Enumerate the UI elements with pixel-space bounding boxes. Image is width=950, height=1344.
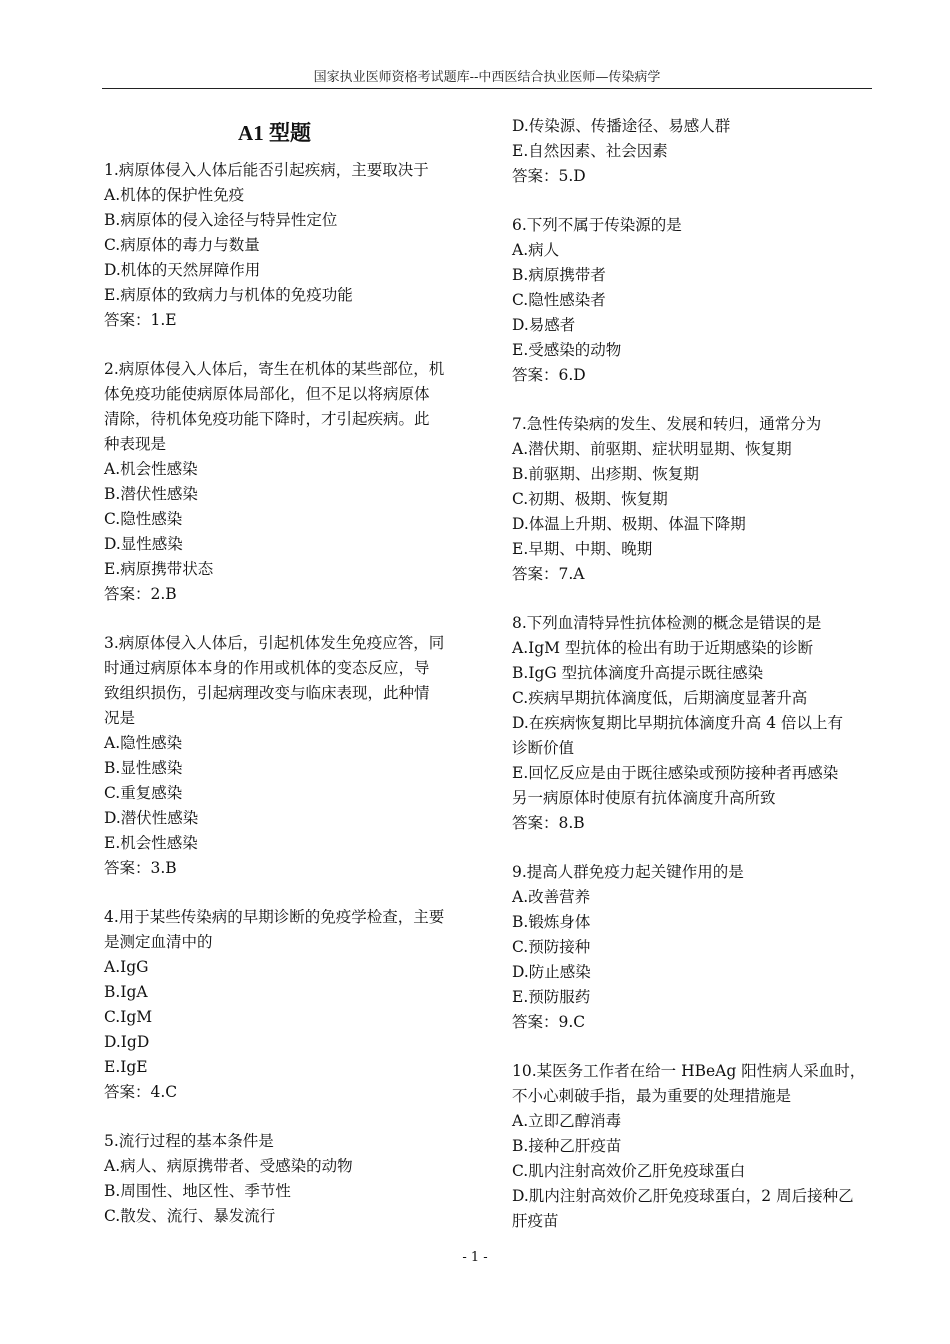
question-line: 答案：7.A (512, 565, 585, 583)
question-line: 7.急性传染病的发生、发展和转归，通常分为 (512, 415, 822, 433)
question-line: D.防止感染 (512, 963, 591, 981)
question-line: 5.流行过程的基本条件是 (104, 1132, 274, 1150)
question-line: 诊断价值 (512, 739, 575, 757)
question-line: E.回忆反应是由于既往感染或预防接种者再感染 (512, 764, 839, 782)
question-line: 3.病原体侵入人体后，引起机体发生免疫应答，同 (104, 634, 445, 652)
right-column (512, 114, 877, 1234)
left-column (104, 114, 469, 1229)
question-line: E.早期、中期、晚期 (512, 540, 653, 558)
question-line: D.IgD (104, 1033, 150, 1051)
question-line: 时通过病原体本身的作用或机体的变态反应，导 (104, 659, 430, 677)
question-block (104, 158, 469, 333)
question-line: E.预防服药 (512, 988, 591, 1006)
question-line: C.隐性感染者 (512, 291, 606, 309)
question-line: A.立即乙醇消毒 (512, 1112, 622, 1130)
question-line: 清除，待机体免疫功能下降时，才引起疾病。此 (104, 410, 430, 428)
question-line: E.IgE (104, 1058, 148, 1076)
question-line: B.潜伏性感染 (104, 485, 198, 503)
question-block (512, 412, 877, 587)
question-block (104, 357, 469, 607)
question-line: C.预防接种 (512, 938, 591, 956)
question-line: D.体温上升期、极期、体温下降期 (512, 515, 746, 533)
question-line: 答案：6.D (512, 366, 586, 384)
question-line: D.潜伏性感染 (104, 809, 199, 827)
question-line: 肝疫苗 (512, 1212, 559, 1230)
question-line: 答案：1.E (104, 311, 177, 329)
running-header: 国家执业医师资格考试题库--中西医结合执业医师—传染病学 (313, 70, 661, 85)
question-block (512, 611, 877, 836)
question-spacer (104, 1105, 469, 1129)
question-block (512, 213, 877, 388)
question-line: 另一病原体时使原有抗体滴度升高所致 (512, 789, 776, 807)
question-line: E.病原体的致病力与机体的免疫功能 (104, 286, 353, 304)
question-line: A.病人、病原携带者、受感染的动物 (104, 1157, 353, 1175)
question-spacer (512, 587, 877, 611)
question-spacer (512, 836, 877, 860)
question-line: B.病原携带者 (512, 266, 606, 284)
question-line: E.机会性感染 (104, 834, 198, 852)
question-block (104, 1129, 469, 1229)
question-line: C.疾病早期抗体滴度低，后期滴度显著升高 (512, 689, 808, 707)
question-line: D.肌内注射高效价乙肝免疫球蛋白，2 周后接种乙 (512, 1187, 854, 1205)
question-spacer (104, 607, 469, 631)
question-line: A.机会性感染 (104, 460, 198, 478)
question-line: E.受感染的动物 (512, 341, 622, 359)
question-line: C.病原体的毒力与数量 (104, 236, 260, 254)
question-line: A.机体的保护性免疫 (104, 186, 245, 204)
question-line: B.病原体的侵入途径与特异性定位 (104, 211, 338, 229)
question-line: 答案：3.B (104, 859, 177, 877)
question-line: 答案：4.C (104, 1083, 178, 1101)
question-line: D.机体的天然屏障作用 (104, 261, 261, 279)
question-line: B.IgG 型抗体滴度升高提示既往感染 (512, 664, 764, 682)
question-line: B.接种乙肝疫苗 (512, 1137, 622, 1155)
question-line: E.病原携带状态 (104, 560, 214, 578)
question-line: 是测定血清中的 (104, 933, 213, 951)
question-line: B.显性感染 (104, 759, 183, 777)
question-line: D.传染源、传播途径、易感人群 (512, 117, 731, 135)
page-number: - 1 - (462, 1250, 488, 1265)
question-line: A.改善营养 (512, 888, 591, 906)
question-line: 4.用于某些传染病的早期诊断的免疫学检查，主要 (104, 908, 445, 926)
question-block (512, 1059, 877, 1234)
question-line: 体免疫功能使病原体局部化，但不足以将病原体 (104, 385, 430, 403)
question-line: 种表现是 (104, 435, 167, 453)
question-block (104, 905, 469, 1105)
question-line: C.IgM (104, 1008, 153, 1026)
question-block (104, 631, 469, 881)
question-line: 答案：5.D (512, 167, 586, 185)
question-line: 6.下列不属于传染源的是 (512, 216, 682, 234)
question-spacer (104, 881, 469, 905)
question-line: A.IgG (104, 958, 149, 976)
question-line: 答案：8.B (512, 814, 585, 832)
question-line: 2.病原体侵入人体后，寄生在机体的某些部位，机 (104, 360, 445, 378)
question-spacer (512, 388, 877, 412)
question-line: 8.下列血清特异性抗体检测的概念是错误的是 (512, 614, 822, 632)
question-line: A.病人 (512, 241, 560, 259)
question-line: C.隐性感染 (104, 510, 183, 528)
question-line: C.重复感染 (104, 784, 183, 802)
question-line: B.锻炼身体 (512, 913, 591, 931)
question-block (512, 114, 877, 189)
question-line: B.周围性、地区性、季节性 (104, 1182, 291, 1200)
question-block (512, 860, 877, 1035)
question-line: C.肌内注射高效价乙肝免疫球蛋白 (512, 1162, 746, 1180)
question-line: A.潜伏期、前驱期、症状明显期、恢复期 (512, 440, 792, 458)
question-line: E.自然因素、社会因素 (512, 142, 668, 160)
question-line: A.IgM 型抗体的检出有助于近期感染的诊断 (512, 639, 813, 657)
question-line: B.IgA (104, 983, 148, 1001)
question-line: B.前驱期、出疹期、恢复期 (512, 465, 699, 483)
question-line: D.显性感染 (104, 535, 183, 553)
question-line: C.散发、流行、暴发流行 (104, 1207, 276, 1225)
question-line: 不小心刺破手指，最为重要的处理措施是 (512, 1087, 792, 1105)
question-spacer (512, 1035, 877, 1059)
section-title: A1 型题 (238, 121, 311, 145)
question-line: D.在疾病恢复期比早期抗体滴度升高 4 倍以上有 (512, 714, 844, 732)
question-line: D.易感者 (512, 316, 576, 334)
header-rule (102, 88, 872, 89)
question-line: C.初期、极期、恢复期 (512, 490, 668, 508)
question-line: 答案：9.C (512, 1013, 586, 1031)
question-spacer (104, 333, 469, 357)
question-line: A.隐性感染 (104, 734, 183, 752)
question-line: 况是 (104, 709, 136, 727)
question-line: 10.某医务工作者在给一 HBeAg 阳性病人采血时， (512, 1062, 866, 1080)
question-line: 1.病原体侵入人体后能否引起疾病，主要取决于 (104, 161, 429, 179)
question-line: 答案：2.B (104, 585, 177, 603)
question-line: 致组织损伤，引起病理改变与临床表现，此种情 (104, 684, 430, 702)
question-line: 9.提高人群免疫力起关键作用的是 (512, 863, 744, 881)
question-spacer (512, 189, 877, 213)
